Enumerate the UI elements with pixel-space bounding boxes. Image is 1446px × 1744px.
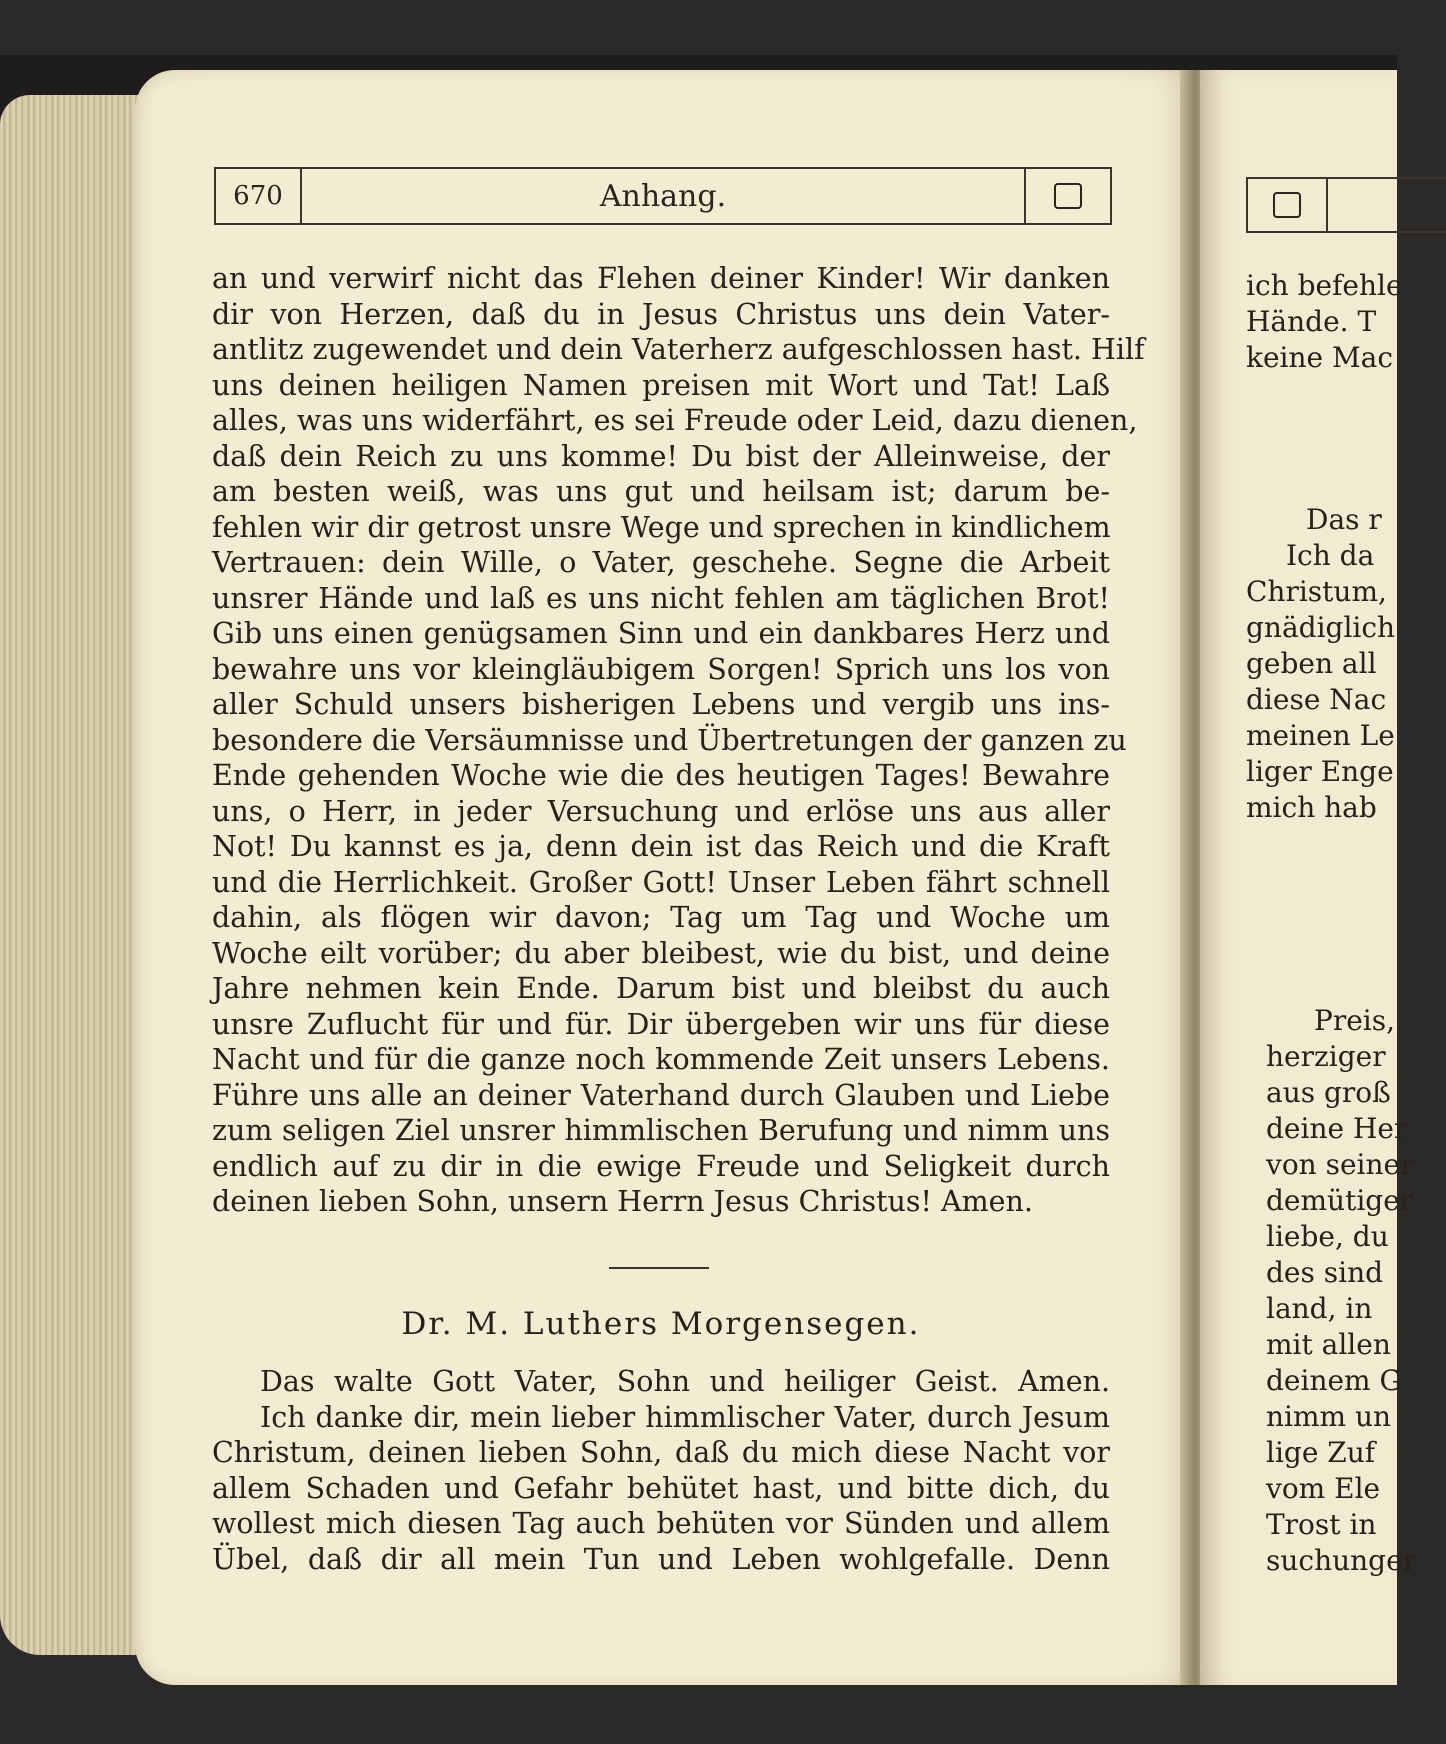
- text-line: wollest mich diesen Tag auch behüten vor Sünden und allem: [212, 1507, 1110, 1540]
- square-ornament-icon: [1273, 192, 1301, 218]
- text-line: und die Herrlichkeit. Großer Gott! Unser Leben fährt schnell: [212, 865, 1110, 899]
- text-line: zum seligen Ziel unsrer himmlischen Berufung und nimm uns: [212, 1114, 1110, 1147]
- text-line: alles, was uns widerfährt, es sei Freude oder Leid, dazu dienen,: [212, 404, 1138, 437]
- text-line: herziger: [1266, 1040, 1386, 1073]
- text-line: allem Schaden und Gefahr behütet hast, und bitte dich, du: [212, 1471, 1110, 1505]
- evening-prayer-text: [212, 261, 1145, 1220]
- text-line: lige Zuf: [1266, 1436, 1376, 1469]
- text-line: Not! Du kannst es ja, denn dein ist das Reich und die Kraft: [212, 830, 1110, 863]
- text-line: Gib uns einen genügsamen Sinn und ein dankbares Herz und: [212, 617, 1110, 650]
- right-page: [1200, 70, 1417, 1685]
- text-line: Trost in: [1266, 1508, 1377, 1541]
- text-line: Nacht und für die ganze noch kommende Zeit unsers Lebens.: [212, 1043, 1110, 1076]
- text-line: unsrer Hände und laß es uns nicht fehlen am täglichen Brot!: [212, 581, 1110, 615]
- text-line: Vertrauen: dein Wille, o Vater, geschehe. Segne die Arbeit: [212, 546, 1110, 579]
- text-line: liebe, du: [1266, 1220, 1389, 1253]
- page-number: 670: [214, 169, 302, 223]
- text-line: dir von Herzen, daß du in Jesus Christus uns dein Vater-: [212, 297, 1110, 331]
- text-line: deine Her: [1266, 1112, 1408, 1145]
- running-header: [214, 167, 1112, 225]
- text-line: Ich da: [1286, 539, 1375, 572]
- text-line: daß dein Reich zu uns komme! Du bist der Alleinweise, der: [212, 439, 1110, 473]
- text-line: Ich danke dir, mein lieber himmlischer Vater, durch Jesum: [260, 1400, 1110, 1434]
- text-line: keine Mac: [1246, 341, 1394, 374]
- text-line: fehlen wir dir getrost unsre Wege und sprechen in kindlichem: [212, 510, 1111, 544]
- square-ornament-icon: [1054, 183, 1082, 209]
- text-line: ich befehle: [1246, 269, 1403, 302]
- right-header-box: [1246, 179, 1328, 231]
- text-line: Christum, deinen lieben Sohn, daß du mich diese Nacht vor: [212, 1436, 1110, 1469]
- text-line: Woche eilt vorüber; du aber bleibest, wie du bist, und deine: [212, 936, 1110, 970]
- text-line: endlich auf zu dir in die ewige Freude und Seligkeit durch: [212, 1149, 1110, 1183]
- text-line: des sind: [1266, 1256, 1384, 1289]
- text-line: an und verwirf nicht das Flehen deiner Kinder! Wir danken: [212, 262, 1110, 295]
- text-line: aus groß: [1266, 1076, 1391, 1109]
- text-line: land, in: [1266, 1292, 1373, 1325]
- section-heading: Dr. M. Luthers Morgensegen.: [401, 1306, 921, 1342]
- text-line: besondere die Versäumnisse und Übertretungen der ganzen zu: [212, 723, 1127, 757]
- text-line: vom Ele: [1266, 1472, 1381, 1505]
- text-line: Das r: [1306, 503, 1382, 536]
- right-mid-text: [1246, 502, 1395, 826]
- text-line: Hände. T: [1246, 305, 1377, 338]
- text-line: Preis,: [1314, 1004, 1396, 1037]
- text-line: Führe uns alle an deiner Vaterhand durch Glauben und Liebe: [212, 1078, 1110, 1112]
- text-line: uns, o Herr, in jeder Versuchung und erlöse uns aus aller: [212, 794, 1110, 828]
- text-line: suchunger: [1266, 1544, 1417, 1577]
- text-line: bewahre uns vor kleingläubigem Sorgen! Sprich uns los von: [212, 652, 1110, 686]
- right-top-text: [1246, 268, 1403, 376]
- text-line: dahin, als flögen wir davon; Tag um Tag und Woche um: [212, 901, 1110, 934]
- text-line: unsre Zuflucht für und für. Dir übergeben wir uns für diese: [212, 1007, 1110, 1041]
- text-line: von seiner: [1266, 1148, 1414, 1181]
- morning-blessing-text: [212, 1364, 1110, 1577]
- text-line: am besten weiß, was uns gut und heilsam ist; darum be-: [212, 475, 1110, 508]
- section-divider: [609, 1267, 709, 1269]
- right-lower-text: [1266, 1003, 1416, 1579]
- running-title: Anhang.: [599, 178, 727, 214]
- text-line: Übel, daß dir all mein Tun und Leben wohlgefalle. Denn: [212, 1542, 1110, 1576]
- text-line: uns deinen heiligen Namen preisen mit Wort und Tat! Laß: [212, 368, 1110, 402]
- text-line: deinen lieben Sohn, unsern Herrn Jesus Christus! Amen.: [212, 1185, 1033, 1218]
- text-line: diese Nac: [1246, 683, 1387, 716]
- text-line: aller Schuld unsers bisherigen Lebens und vergib uns ins-: [212, 688, 1110, 721]
- text-line: geben all: [1246, 647, 1377, 680]
- text-line: Ende gehenden Woche wie die des heutigen Tages! Bewahre: [212, 759, 1110, 792]
- text-line: Christum,: [1246, 575, 1387, 608]
- text-line: antlitz zugewendet und dein Vaterherz aufgeschlossen hast. Hilf: [212, 333, 1145, 366]
- text-line: deinem G: [1266, 1364, 1402, 1397]
- text-line: Das walte Gott Vater, Sohn und heiliger Geist. Amen.: [260, 1365, 1110, 1398]
- right-page-header: [1246, 177, 1446, 233]
- text-line: mit allen: [1266, 1328, 1391, 1361]
- page-block-edge: [0, 95, 145, 1655]
- text-line: liger Enge: [1246, 755, 1394, 788]
- text-line: demütiger: [1266, 1184, 1414, 1217]
- text-line: mich hab: [1246, 791, 1377, 824]
- text-line: meinen Le: [1246, 719, 1395, 752]
- header-box: [1024, 169, 1112, 223]
- text-line: Jahre nehmen kein Ende. Darum bist und bleibst du auch: [212, 972, 1110, 1005]
- text-line: nimm un: [1266, 1400, 1392, 1433]
- text-line: gnädiglich: [1246, 611, 1396, 644]
